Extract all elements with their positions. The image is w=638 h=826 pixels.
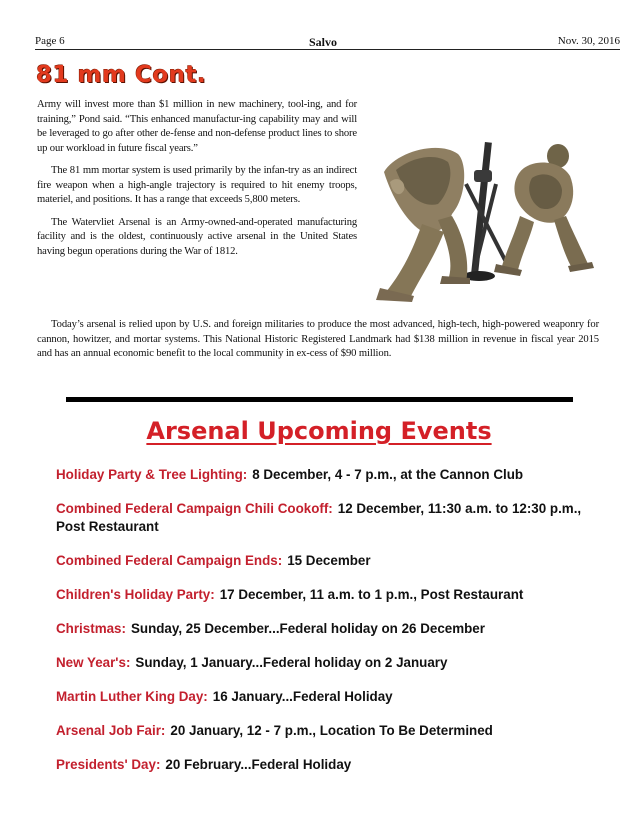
event-name: New Year's: [56,655,131,670]
mortar-tube [463,142,506,281]
event-detail: Sunday, 25 December...Federal holiday on 26 December [130,621,485,636]
events-list [56,466,596,790]
event-item [56,756,596,774]
event-detail: 20 January, 12 - 7 p.m., Location To Be Determined [170,723,493,738]
event-detail: 20 February...Federal Holiday [165,757,352,772]
event-item [56,688,596,706]
event-item [56,654,596,672]
event-item [56,466,596,484]
event-item [56,722,596,740]
event-detail: 8 December, 4 - 7 p.m., at the Cannon Club [252,467,524,482]
event-detail: 16 January...Federal Holiday [212,689,393,704]
event-name: Presidents' Day: [56,757,161,772]
article-paragraph: Today’s arsenal is relied upon by U.S. and foreign militaries to produce the most advanced, high-tech, high-powered weaponry for cannon, howitzer, and mortar systems. This National Historic Registered Landmark had $138 million in revenue in fiscal year 2015 and has an annual economic benefit to the local community in ex-cess of $90 million. [37,319,599,359]
event-detail: 15 December [287,553,371,568]
event-name: Combined Federal Campaign Ends: [56,553,283,568]
events-title: Arsenal Upcoming Events [146,417,492,445]
event-name: Arsenal Job Fair: [56,723,166,738]
mortar-team-photo [356,112,596,302]
article-paragraph: Army will invest more than $1 million in new machinery, tool-ing, and for training,” Pond said. “This enhanced manufactur-ing capability may and will be leveraged to go after other de-fense and non-defense product lines to shore up our workload in future fiscal years.” [37,99,357,154]
event-name: Martin Luther King Day: [56,689,208,704]
header-rule [35,49,620,50]
event-detail: 17 December, 11 a.m. to 1 p.m., Post Restaurant [219,587,524,602]
soldier-right [494,144,594,276]
issue-date: Nov. 30, 2016 [557,35,620,47]
event-name: Combined Federal Campaign Chili Cookoff: [56,501,333,516]
soldier-left [376,148,470,302]
article-column [37,98,357,267]
publication-name: Salvo [309,35,338,49]
event-item [56,552,596,570]
article-paragraph: The 81 mm mortar system is used primarily by the infan-try as an indirect fire weapon when a high-angle trajectory is required to hit enemy troops, materiel, and positions. It has a range that exceeds 5,800 meters. [37,165,357,205]
event-item [56,500,596,536]
event-item [56,620,596,638]
event-item [56,586,596,604]
event-detail: Sunday, 1 January...Federal holiday on 2 January [135,655,448,670]
article-paragraph: The Watervliet Arsenal is an Army-owned-and-operated manufacturing facility and is the oldest, continuously active arsenal in the United States having begun operations during the War of 1812. [37,216,357,257]
article-heading: 81 mm Cont. [36,62,207,88]
page-number: Page 6 [35,35,65,47]
event-name: Children's Holiday Party: [56,587,215,602]
section-divider [66,397,573,402]
article-full-width [37,318,599,362]
event-name: Holiday Party & Tree Lighting: [56,467,248,482]
event-detail: 12 December, 11:30 a.m. to 12:30 p.m., Post Restaurant [56,501,582,534]
event-name: Christmas: [56,621,126,636]
